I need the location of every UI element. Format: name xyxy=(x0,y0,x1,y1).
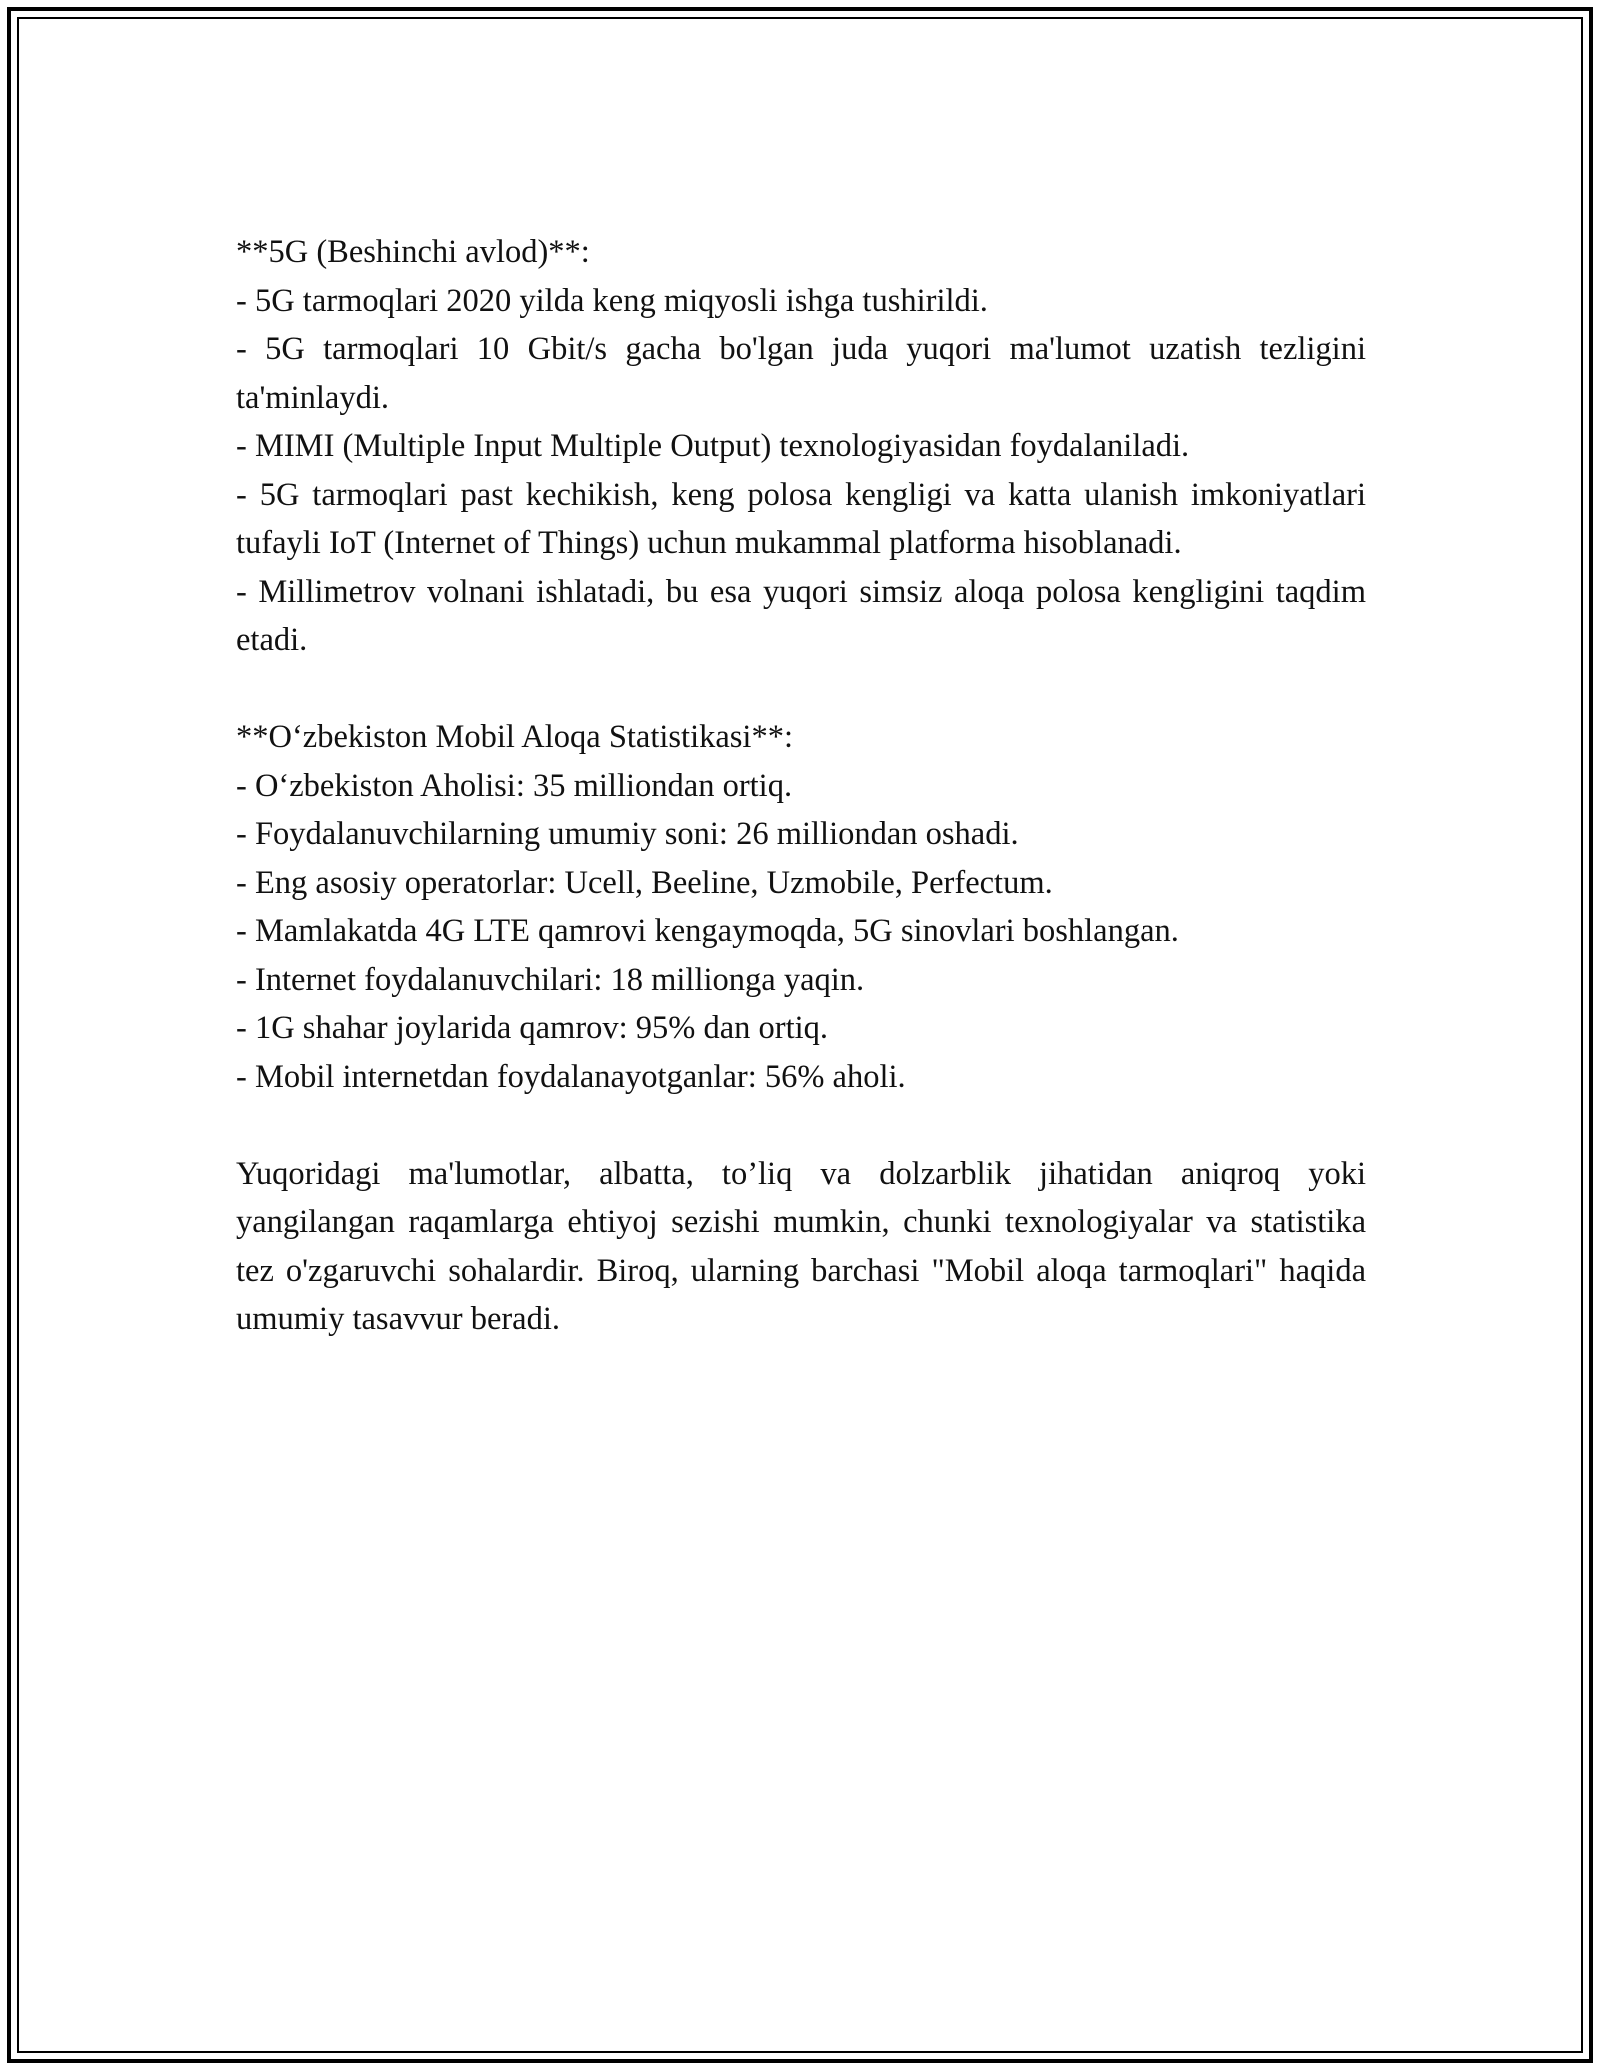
section-uzbekistan-item: - Mamlakatda 4G LTE qamrovi kengaymoqda, 5G sinovlari boshlangan. xyxy=(236,913,1179,949)
closing-paragraph: Yuqoridagi ma'lumotlar, albatta, to’liq va dolzarblik jihatidan aniqroq yoki yangilangan raqamlarga ehtiyoj sezishi mumkin, chunki texnologiyalar va statistika tez o'zgaruvchi sohalardir. Biroq, ularning barchasi "Mobil aloqa tarmoqlari" haqida umumiy tasavvur beradi. xyxy=(236,1155,1366,1337)
section-5g-item: - MIMI (Multiple Input Multiple Output) texnologiyasidan foydalaniladi. xyxy=(236,428,1190,464)
section-uzbekistan xyxy=(236,713,1366,1101)
section-5g-item: - 5G tarmoqlari 10 Gbit/s gacha bo'lgan juda yuqori ma'lumot uzatish tezligini ta'minlaydi. xyxy=(236,331,1366,416)
section-5g-item: - 5G tarmoqlari 2020 yilda keng miqyosli ishga tushirildi. xyxy=(236,282,988,319)
section-5g xyxy=(236,228,1366,665)
section-uzbekistan-item: - Mobil internetdan foydalanayotganlar: 56% aholi. xyxy=(236,1058,906,1095)
paragraph-gap xyxy=(236,665,1366,714)
section-uzbekistan-item: - Eng asosiy operatorlar: Ucell, Beeline, Uzmobile, Perfectum. xyxy=(236,864,1053,901)
paragraph-gap xyxy=(236,1101,1366,1150)
document-body xyxy=(236,228,1366,1344)
section-uzbekistan-item: - Foydalanuvchilarning umumiy soni: 26 milliondan oshadi. xyxy=(236,816,1019,852)
section-5g-item: - Millimetrov volnani ishlatadi, bu esa yuqori simsiz aloqa polosa kengligini taqdim etadi. xyxy=(236,573,1366,658)
section-uzbekistan-item: - Internet foydalanuvchilari: 18 millionga yaqin. xyxy=(236,961,865,998)
section-uzbekistan-heading: **O‘zbekiston Mobil Aloqa Statistikasi**: xyxy=(236,719,793,755)
section-uzbekistan-item: - O‘zbekiston Aholisi: 35 milliondan ortiq. xyxy=(236,767,793,804)
section-uzbekistan-item: - 1G shahar joylarida qamrov: 95% dan ortiq. xyxy=(236,1010,829,1046)
section-5g-item: - 5G tarmoqlari past kechikish, keng polosa kengligi va katta ulanish imkoniyatlari tufayli IoT (Internet of Things) uchun mukammal platforma hisoblanadi. xyxy=(236,476,1366,561)
section-5g-heading: **5G (Beshinchi avlod)**: xyxy=(236,234,590,270)
